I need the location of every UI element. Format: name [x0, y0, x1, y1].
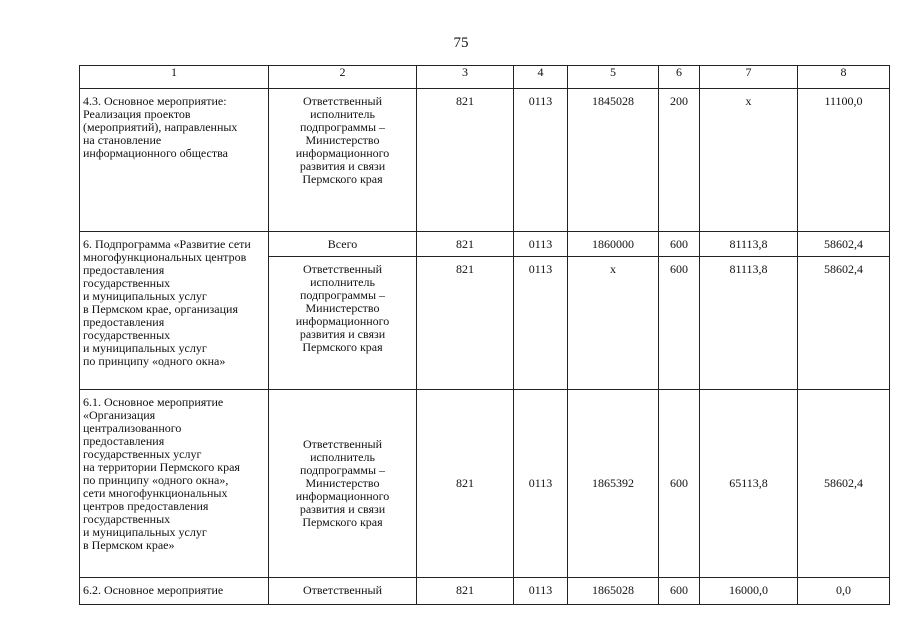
cell-col8: 58602,4: [798, 232, 890, 257]
cell-col3: 821: [417, 232, 514, 257]
header-row: [80, 66, 890, 89]
header-cell: 1: [80, 66, 269, 89]
cell-col3: 821: [417, 89, 514, 232]
cell-col5: 1865028: [568, 578, 659, 605]
cell-col8: 0,0: [798, 578, 890, 605]
table-row: [80, 232, 890, 257]
cell-col3: 821: [417, 257, 514, 390]
header-cell: 2: [269, 66, 417, 89]
page-number: 75: [453, 35, 469, 51]
cell-col7: х: [700, 89, 798, 232]
row-name-cell: 6.1. Основное мероприятие «Организация централизованного предоставления государственных услуг на территории Пермского края по принципу «одного окна», сети многофункциональных центров предоставления государственных и муниципальных услуг в Пермском крае»: [80, 390, 269, 578]
budget-table: [79, 65, 890, 605]
cell-col5: 1865392: [568, 390, 659, 578]
cell-col8: 58602,4: [798, 257, 890, 390]
header-cell: 4: [514, 66, 568, 89]
cell-col3: 821: [417, 578, 514, 605]
header-cell: 7: [700, 66, 798, 89]
cell-col3: 821: [417, 390, 514, 578]
cell-col8: 11100,0: [798, 89, 890, 232]
cell-col5: 1860000: [568, 232, 659, 257]
row-name-cell: 4.3. Основное мероприятие: Реализация проектов (мероприятий), направленных на становление информационного общества: [80, 89, 269, 232]
executor-cell: Ответственный исполнитель подпрограммы – Министерство информационного развития и связи Пермского края: [269, 257, 417, 390]
cell-col7: 81113,8: [700, 232, 798, 257]
executor-cell: Ответственный исполнитель подпрограммы – Министерство информационного развития и связи Пермского края: [269, 89, 417, 232]
header-cell: 6: [659, 66, 700, 89]
cell-col4: 0113: [514, 257, 568, 390]
cell-col7: 65113,8: [700, 390, 798, 578]
row-name-cell: 6. Подпрограмма «Развитие сети многофункциональных центров предоставления государственных и муниципальных услуг в Пермском крае, организация предоставления государственных и муниципальных услуг по принципу «одного окна»: [80, 232, 269, 390]
cell-col5: х: [568, 257, 659, 390]
cell-col7: 81113,8: [700, 257, 798, 390]
cell-col4: 0113: [514, 578, 568, 605]
cell-col4: 0113: [514, 232, 568, 257]
cell-col6: 600: [659, 232, 700, 257]
table-row: [80, 89, 890, 232]
cell-col5: 1845028: [568, 89, 659, 232]
cell-col8: 58602,4: [798, 390, 890, 578]
executor-cell: Ответственный: [269, 578, 417, 605]
header-cell: 3: [417, 66, 514, 89]
cell-col4: 0113: [514, 89, 568, 232]
cell-col6: 600: [659, 257, 700, 390]
table-row: [80, 390, 890, 578]
cell-col4: 0113: [514, 390, 568, 578]
row-name-cell: 6.2. Основное мероприятие: [80, 578, 269, 605]
cell-col6: 600: [659, 390, 700, 578]
cell-col6: 200: [659, 89, 700, 232]
table-row: [80, 578, 890, 605]
header-cell: 8: [798, 66, 890, 89]
header-cell: 5: [568, 66, 659, 89]
executor-cell: Ответственный исполнитель подпрограммы – Министерство информационного развития и связи Пермского края: [269, 390, 417, 578]
cell-col6: 600: [659, 578, 700, 605]
executor-cell: Всего: [269, 232, 417, 257]
cell-col7: 16000,0: [700, 578, 798, 605]
